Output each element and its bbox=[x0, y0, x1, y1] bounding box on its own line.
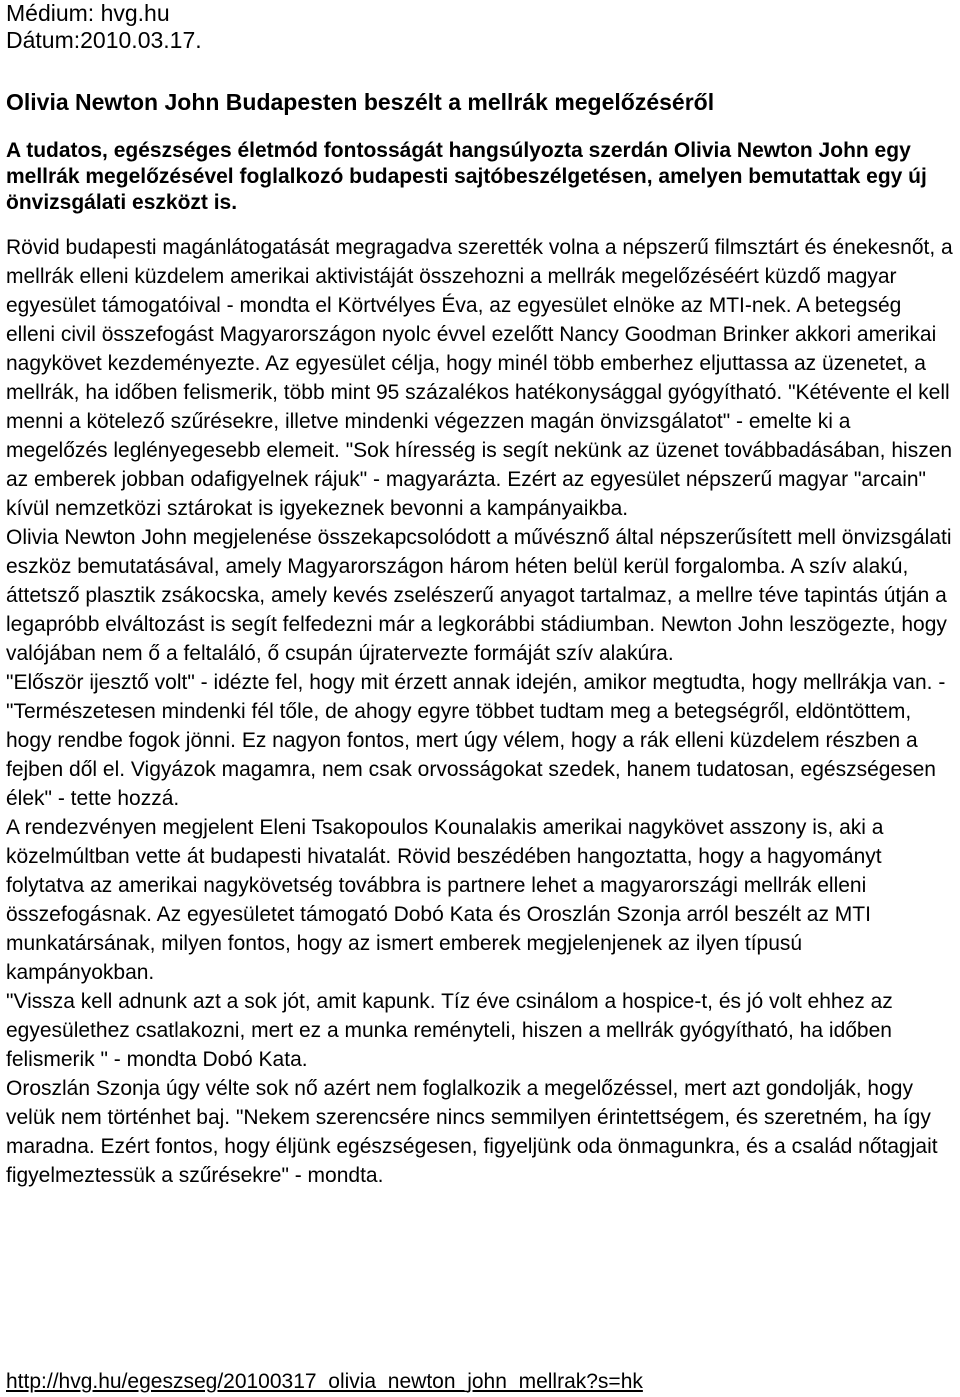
article-paragraph: Oroszlán Szonja úgy vélte sok nő azért nem foglalkozik a megelőzéssel, mert azt gondolják, hogy velük nem történhet baj. "Nekem szerencsére nincs semmilyen érintettségem, és szeretném, ha így maradna. Ezért fontos, hogy éljünk egészségesen, figyeljünk oda önmagunkra, és a család nőtagjait figyelmeztessük a szűrésekre" - mondta. bbox=[6, 1077, 938, 1187]
article-body bbox=[6, 233, 956, 1190]
article-title: Olivia Newton John Budapesten beszélt a mellrák megelőzéséről bbox=[6, 89, 715, 115]
article-paragraph: A rendezvényen megjelent Eleni Tsakopoulos Kounalakis amerikai nagykövet asszony is, aki a közelmúltban vette át budapesti hivatalát. Rövid beszédében hangoztatta, hogy a hagyományt folytatva az amerikai nagykövetség továbbra is partnere lehet a magyarországi mellrák elleni összefogásnak. Az egyesületet támogató Dobó Kata és Oroszlán Szonja arról beszélt az MTI munkatársának, milyen fontos, hogy az ismert emberek megjelenjenek az ilyen típusú kampányokban. bbox=[6, 816, 884, 984]
article-paragraph: Olivia Newton John megjelenése összekapcsolódott a művésznő által népszerűsített mell önvizsgálati eszköz bemutatásával, amely Magyarországon három héten belül kerül forgalomba. A szív alakú, áttetsző plasztik zsákocska, amely kevés zselészerű anyagot tartalmaz, a mellre téve tapintás útján a legapróbb elváltozást is segít felfedezni már a legkorábbi stádiumban. Newton John leszögezte, hogy valójában nem ő a feltaláló, ő csupán újratervezte formáját szív alakúra. bbox=[6, 526, 952, 665]
publication-date: Dátum:2010.03.17. bbox=[6, 27, 202, 53]
article-paragraph: "Először ijesztő volt" - idézte fel, hogy mit érzett annak idején, amikor megtudta, hogy mellrákja van. - "Természetesen mindenki fél tőle, de ahogy egyre többet tudtam meg a betegségről, eldöntöttem, hogy rendbe fogok jönni. Ez nagyon fontos, mert úgy vélem, hogy a rák elleni küzdelem részben a fejben dől el. Vigyázok magamra, nem csak orvosságokat szedek, hanem tudatosan, egészségesen élek" - tette hozzá. bbox=[6, 671, 946, 810]
article-lead: A tudatos, egészséges életmód fontosságát hangsúlyozta szerdán Olivia Newton John egy mellrák megelőzésével foglalkozó budapesti sajtóbeszélgetésen, amelyen bemutattak egy új önvizsgálati eszközt is. bbox=[6, 139, 927, 214]
source-url-link[interactable]: http://hvg.hu/egeszseg/20100317_olivia_newton_john_mellrak?s=hk bbox=[6, 1370, 643, 1393]
article-paragraph: "Vissza kell adnunk azt a sok jót, amit kapunk. Tíz éve csinálom a hospice-t, és jó volt ehhez az egyesülethez csatlakozni, mert ez a munka reményteli, hiszen a mellrák gyógyítható, ha időben felismerik " - mondta Dobó Kata. bbox=[6, 990, 893, 1071]
document-page bbox=[6, 0, 956, 1393]
source-medium: Médium: hvg.hu bbox=[6, 0, 170, 26]
article-paragraph: Rövid budapesti magánlátogatását megragadva szerették volna a népszerű filmsztárt és énekesnőt, a mellrák elleni küzdelem amerikai aktivistáját összehozni a mellrák megelőzéséért küzdő magyar egyesület támogatóival - mondta el Körtvélyes Éva, az egyesület elnöke az MTI-nek. A betegség elleni civil összefogást Magyarországon nyolc évvel ezelőtt Nancy Goodman Brinker akkori amerikai nagykövet kezdeményezte. Az egyesület célja, hogy minél több emberhez eljuttassa az üzenetet, a mellrák, ha időben felismerik, több mint 95 százalékos hatékonysággal gyógyítható. "Kétévente el kell menni a kötelező szűrésekre, illetve mindenki végezzen magán önvizsgálatot" - emelte ki a megelőzés leglényegesebb elemeit. "Sok híresség is segít nekünk az üzenet továbbadásában, hiszen az emberek jobban odafigyelnek rájuk" - magyarázta. Ezért az egyesület népszerű magyar "arcain" kívül nemzetközi sztárokat is igyekeznek bevonni a kampányaikba. bbox=[6, 236, 953, 520]
